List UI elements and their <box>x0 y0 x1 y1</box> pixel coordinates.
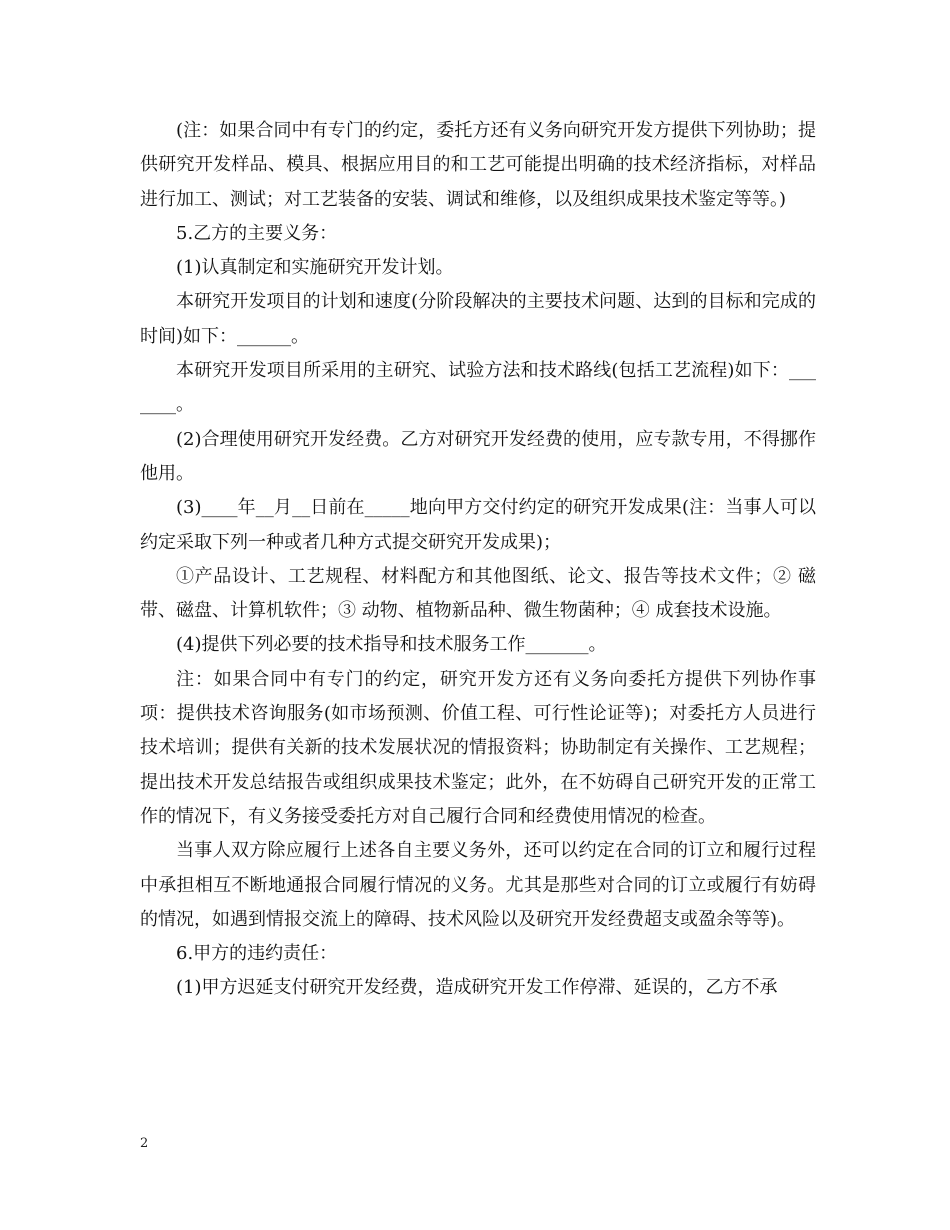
paragraph-plan-schedule: 本研究开发项目的计划和速度(分阶段解决的主要技术问题、达到的目标和完成的时间)如下：______。 <box>140 291 816 347</box>
paragraph-methods-route: 本研究开发项目所采用的主研究、试验方法和技术路线(包括工艺流程)如下：_______。 <box>140 360 816 416</box>
paragraph-note-client-assistance: (注：如果合同中有专门的约定，委托方还有义务向研究开发方提供下列协助；提供研究开发样品、模具、根据应用目的和工艺可能提出明确的技术经济指标，对样品进行加工、测试；对工艺装备的安装、调试和维修，以及组织成果技术鉴定等等。) <box>140 120 816 210</box>
paragraph-item-4-guidance: (4)提供下列必要的技术指导和技术服务工作_______。 <box>176 634 607 656</box>
paragraph-item-3-delivery: (3)____年__月__日前在_____地向甲方交付约定的研究开发成果(注：当事人可以约定采取下列一种或者几种方式提交研究开发成果)； <box>140 497 816 553</box>
document-body <box>140 114 816 1006</box>
page-number: 2 <box>140 1136 149 1151</box>
paragraph-note-developer-cooperation: 注：如果合同中有专门的约定，研究开发方还有义务向委托方提供下列协作事项：提供技术咨询服务(如市场预测、价值工程、可行性论证等)；对委托方人员进行技术培训；提供有关新的技术发展状况的情报资料；协助制定有关操作、工艺规程；提出技术开发总结报告或组织成果技术鉴定；此外，在不妨碍自己研究开发的正常工作的情况下，有义务接受委托方对自己履行合同和经费使用情况的检查。 <box>140 668 816 827</box>
paragraph-item-2-funds: (2)合理使用研究开发经费。乙方对研究开发经费的使用，应专款专用，不得挪作他用。 <box>140 428 816 484</box>
paragraph-item-1-late-payment: (1)甲方迟延支付研究开发经费，造成研究开发工作停滞、延误的，乙方不承 <box>176 977 778 999</box>
paragraph-delivery-forms: ①产品设计、工艺规程、材料配方和其他图纸、论文、报告等技术文件；② 磁带、磁盘、计算机软件；③ 动物、植物新品种、微生物菌种；④ 成套技术设施。 <box>140 565 816 622</box>
paragraph-item-1-plan: (1)认真制定和实施研究开发计划。 <box>176 257 454 279</box>
paragraph-heading-party-a-liability: 6.甲方的违约责任： <box>176 943 338 965</box>
paragraph-heading-party-b-obligations: 5.乙方的主要义务： <box>176 222 338 244</box>
paragraph-mutual-obligations: 当事人双方除应履行上述各自主要义务外，还可以约定在合同的订立和履行过程中承担相互不断地通报合同履行情况的义务。尤其是那些对合同的订立或履行有妨碍的情况，如遇到情报交流上的障碍、技术风险以及研究开发经费超支或盈余等等)。 <box>140 840 816 930</box>
